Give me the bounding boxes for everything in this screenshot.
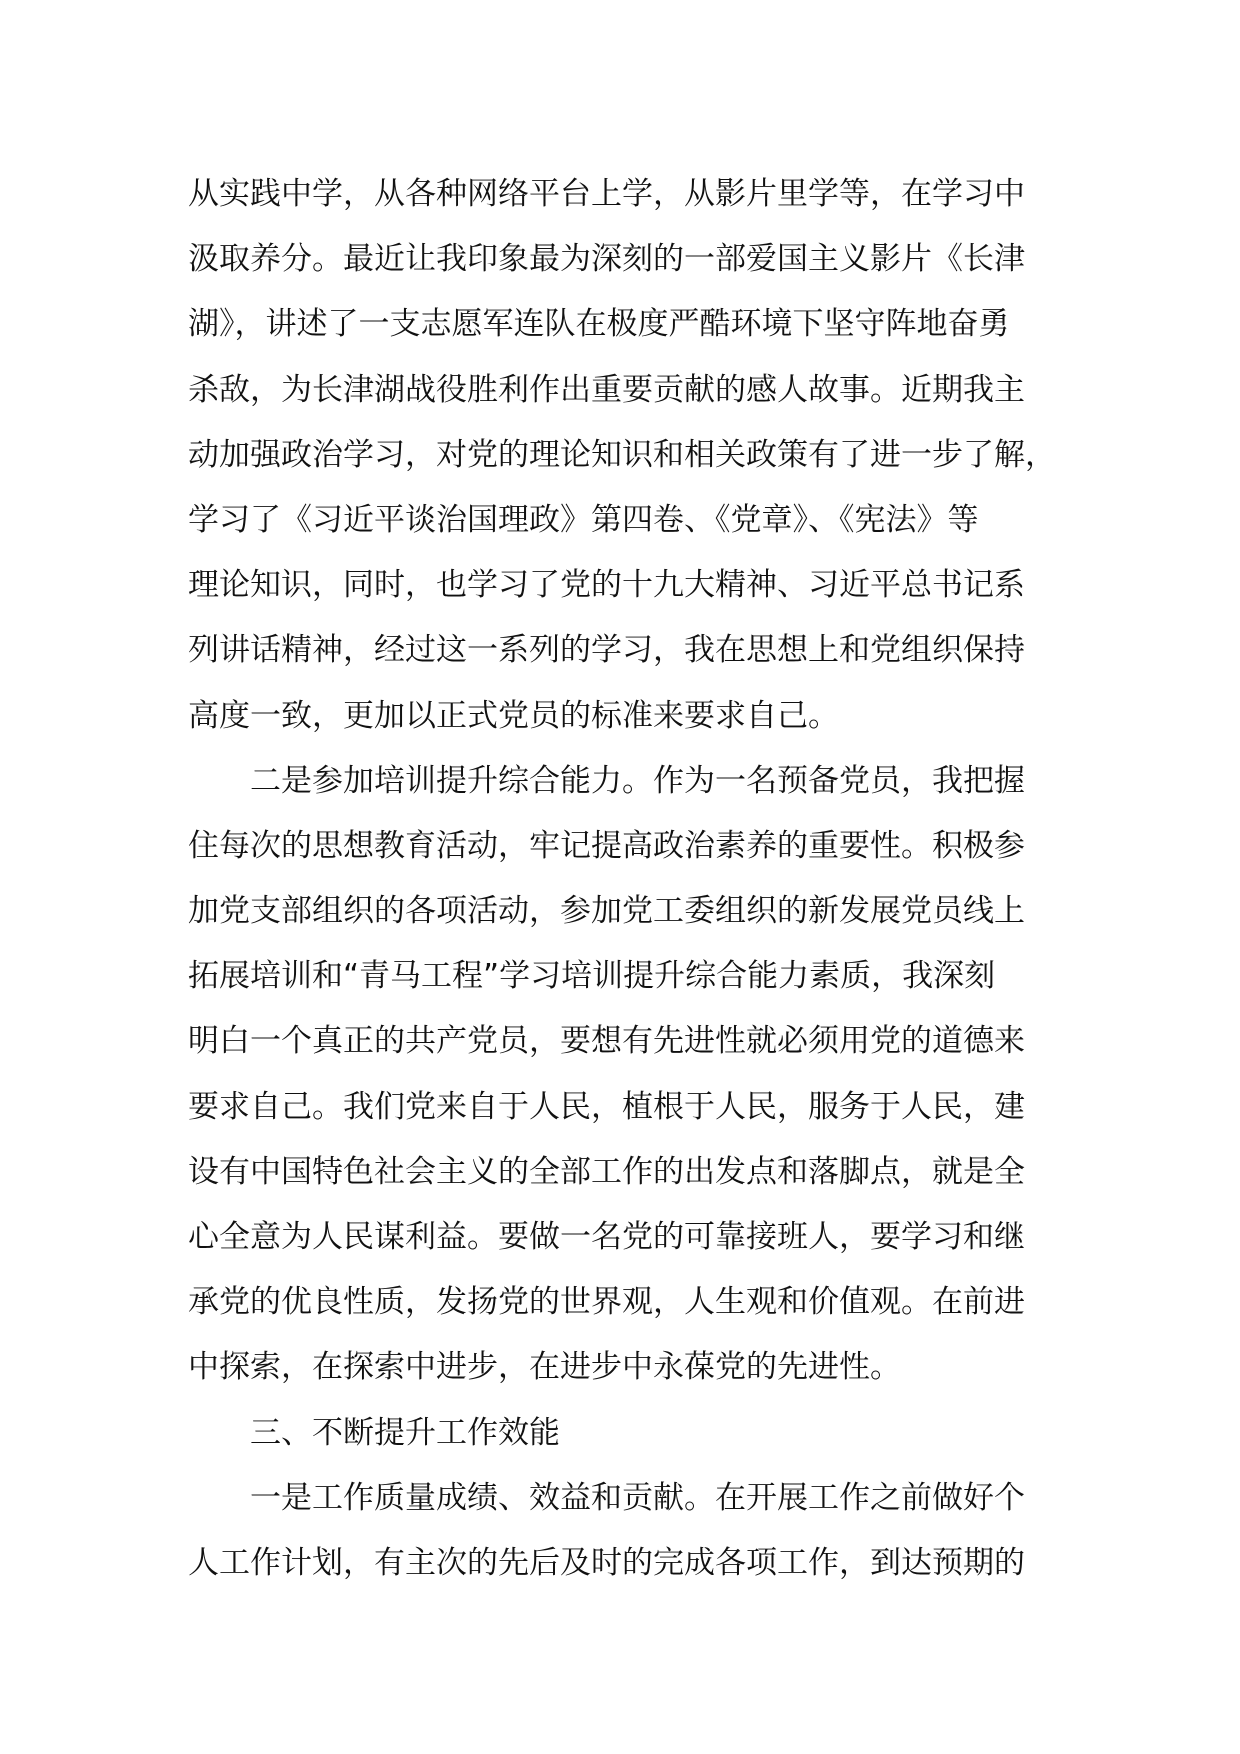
text-line: 承党的优良性质，发扬党的世界观，人生观和价值观。在前进	[188, 1284, 1025, 1321]
paragraph-start-line: 一是工作质量成绩、效益和贡献。在开展工作之前做好个	[250, 1479, 1025, 1516]
text-line: 明白一个真正的共产党员，要想有先进性就必须用党的道德来	[188, 1023, 1025, 1060]
text-line: 中探索，在探索中进步，在进步中永葆党的先进性。	[188, 1349, 901, 1386]
text-line: 从实践中学，从各种网络平台上学，从影片里学等，在学习中	[188, 176, 1025, 212]
text-line: 设有中国特色社会主义的全部工作的出发点和落脚点，就是全	[188, 1153, 1025, 1190]
text-line: 高度一致，更加以正式党员的标准来要求自己。	[188, 697, 839, 734]
text-line: 理论知识，同时，也学习了党的十九大精神、习近平总书记系	[188, 567, 1025, 604]
text-line: 汲取养分。最近让我印象最为深刻的一部爱国主义影片《长津	[188, 241, 1025, 278]
text-line: 拓展培训和“青马工程”学习培训提升综合能力素质，我深刻	[188, 958, 996, 995]
body-text	[188, 162, 1068, 1596]
section-heading: 三、不断提升工作效能	[250, 1414, 560, 1451]
text-line: 要求自己。我们党来自于人民，植根于人民，服务于人民，建	[188, 1088, 1025, 1125]
text-line: 加党支部组织的各项活动，参加党工委组织的新发展党员线上	[188, 893, 1025, 930]
paragraph-start-line: 二是参加培训提升综合能力。作为一名预备党员，我把握	[250, 762, 1025, 799]
text-line: 湖》，讲述了一支志愿军连队在极度严酷环境下坚守阵地奋勇	[188, 306, 1010, 343]
text-line: 人工作计划，有主次的先后及时的完成各项工作，到达预期的	[188, 1544, 1025, 1581]
text-line: 住每次的思想教育活动，牢记提高政治素养的重要性。积极参	[188, 827, 1025, 864]
text-line: 列讲话精神，经过这一系列的学习，我在思想上和党组织保持	[188, 632, 1025, 669]
text-line: 杀敌，为长津湖战役胜利作出重要贡献的感人故事。近期我主	[188, 371, 1025, 408]
text-line: 学习了《习近平谈治国理政》第四卷、《党章》、《宪法》等	[188, 501, 979, 538]
text-line: 心全意为人民谋利益。要做一名党的可靠接班人，要学习和继	[188, 1219, 1025, 1255]
text-line: 动加强政治学习，对党的理论知识和相关政策有了进一步了解，	[188, 436, 1056, 473]
